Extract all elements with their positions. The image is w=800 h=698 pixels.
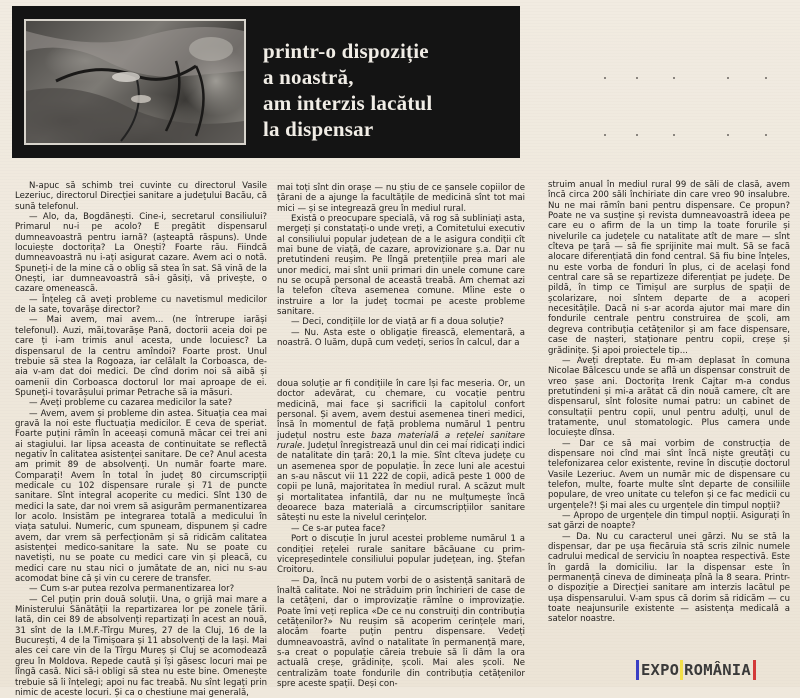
paragraph: — Avem, avem și probleme din astea. Situația cea mai gravă la noi este fluctuația medicilor. E ceva de speriat. Foarte puțini rămîn în aceeași comună măcar cei trei ani ai stagiului. Iar lipsa aceasta de continuitate se reflectă negativ în calitatea asistenței sanitare. De ce? Anul acesta am primit 89 de absolvenți. Un număr foarte mare. Comparați! Avem în total în județ 80 circumscripții medicale cu 102 dispensare rurale și 71 de puncte sanitare. Sînt integral acoperite cu medici. Sînt 130 de medici la sate, dar noi vrem să asigurăm permanentizarea lor acolo. Insistăm pe integrarea totală a medicului în viața satului. Numeric, cum spuneam, dispunem și cadre avem, dar vrem să perfecționăm și să ridicăm calitatea asistenței medico-sanitare la sate. Nu se poate cu navetiști, nu se poate cu medici care vin și pleacă, cu medici care nu stau nici o jumătate de an, nici nu s-au acomodat bine că și vin cu cerere de transfer. (15, 408, 267, 585)
paragraph: — Aveți dreptate. Eu m-am deplasat în comuna Nicolae Bălcescu unde se află un dispensar construit de vreo șase ani. Doctorița Irenk Cajtar m-a condus pretutindeni și mi-a arătat că din nouă camere, cît are dispensarul, sînt folosite numai patru: un cabinet de consultații pentru copii, unul pentru adulți, unul de tratamente, unul stomatologic. Plus camera unde locuiește dînsa. (548, 355, 790, 439)
article-column-2-top (277, 183, 525, 349)
paragraph: — Cel puțin prin două soluții. Una, o grijă mai mare a Ministerului Sănătății la repartizarea lor pe zonele țării. Iată, din cei 89 de absolvenți repartizați în acest an nouă, 31 sînt de la I.M.F.-Tîrgu Mureș, 27 de la Cluj, 16 de la București, 4 de la Timișoara și 11 absolvenți de la Iași. Mai ales cei care vin de la Tîrgu Mureș și Cluj se acomodează greu în Moldova. Repede caută și își găsesc locuri mai pe lîngă casă. Nici să-i obligi să stea nu este bine. Omenește trebuie să îi înțelegi; apoi nu fac treabă. Nu sînt legați prin nimic de aceste locuri. Și ca o chestiune mai generală, (15, 594, 267, 698)
paragraph: — Da. Nu cu caracterul unei gărzi. Nu se stă la dispensar, dar pe ușa fiecăruia stă scris zilnic numele cadrului medical de serviciu în noaptea respectivă. Este în gardă la domiciliu. Iar la dispensar este în permanență cineva de dimineața pînă la 8 seara. Printr-o dispoziție a Direcției sanitare am interzis lacătul pe ușa dispensarului. V-am spus că dorim să ridicăm — cu toate neajunsurile existente — asistența medicală a satelor noastre. (548, 531, 790, 625)
paragraph-text: . Județul înregistrează unul din cei mai ridicați indici de natalitate din țară: 20,1 la mie. Sînt cîteva județe cu un asemenea spor de populație. În zece luni ale acestui an s-au născut vii 11 222 de copii, adică peste 1 000 de copii pe lună, majoritatea în mediul rural. A scăzut mult și mortalitatea infantilă, dar nu ne mulțumește încă deoarece baza materială a circumscripțiilor sanitare sătești nu este la nivelul cerințelor. (277, 441, 525, 524)
fold-mark (727, 77, 729, 79)
fold-mark (765, 134, 767, 136)
paragraph: — Aveți probleme cu cazarea medicilor la sate? (29, 398, 233, 409)
paragraph: struim anual în mediul rural 99 de săli de clasă, avem încă circa 200 săli închiriate din care vreo 90 insalubre. Nu ne mai rămîn bani pentru dispensare. Ce propun? Poate ne va susține și revista dumneavoastră ideea pe care eu o afirm de la un timp la toate forurile și nivelurile ca județele cu natalitate atît de mare — sînt cîteva pe țară — să fie sprijinite mai mult. Să se facă alocare diferențiată din fond central. Să fiu bine înțeles, nu este vorba de fonduri în plus, ci de același fond central care să se repartizeze diferențiat pe județe. De pildă, în timp ce Timișul are surplus de spații de școlarizare, noi sîntem departe de a acoperi necesitățile. Dacă ni s-ar acorda ajutor mai mare din fondurile centrale pentru construirea de școli, am degreva contribuția cetățenilor și am face dispensare, case de nașteri, staționare pentru copii, creșe și grădinițe. Și apoi proiectele tip... (548, 180, 790, 356)
paragraph: — Mai avem, mai avem... (ne întrerupe iarăși telefonul). Auzi, măi,tovarășe Pană, doctorii aceia doi pe care ți i-am trimis anul acesta, unde locuiesc? La dispensarul de la centru amîndoi? Foarte prost. Unul trebuie să stea la Rogoaza, iar celălalt la Corboasca, de-aia v-am dat doi medici. De cînd dorim noi să aibă și oamenii din Corboasca doctorul lor mai aproape de ei. Spuneți-i tovarășului primar Petrache să ia măsuri. (15, 315, 267, 398)
paragraph: — Cum s-ar putea rezolva permanentizarea lor? (29, 584, 235, 595)
logo-text-left: EXPO (641, 661, 680, 679)
fold-mark (765, 77, 767, 79)
paragraph-text: doua soluție ar fi condițiile în care își fac meseria. Or, un doctor adevărat, cu chemare, cu vocație pentru medicină, mai face și sacrificii la capitolul confort personal. Și avem, avem destui asemenea tineri medici, însă în momentul de față problema numărul 1 pentru județul nostru este (277, 379, 525, 441)
fold-mark (636, 134, 638, 136)
article-column-1 (15, 181, 267, 698)
emphasized-text: baza materială a rețelei sanitare rurale (277, 430, 525, 452)
paragraph: — Da, încă nu putem vorbi de o asistență sanitară de înaltă calitate. Noi ne străduim prin închirieri de case de la cetățeni, dar o improvizație rămîne o improvizație. Poate îmi veți replica «De ce nu construiți din contribuția cetățenilor?» Nu reușim să acoperim cerințele mari, alocăm foarte puțin pentru dispensare. Vedeți dumneavoastră, avînd o natalitate în permanență mare, s-a creat o populație căreia trebuie să îi dăm la ora actuală creșe, grădinițe, școli. Mai ales școli. Ne centralizăm toate fondurile din contribuția cetățenilor spre aceste spații. Deși con- (277, 575, 525, 689)
article-column-2-bottom (277, 379, 525, 689)
fold-mark (604, 77, 606, 79)
paragraph: Există o preocupare specială, vă rog să subliniați asta, mergeți și constatați-o unde vreți, a Comitetului executiv al consiliului popular județean de a le asigura condiții cît mai bune de viață, de cazare, aprovizionare ș.a. Dar nu pretutindeni reușim. Pe lîngă pretențiile prea mari ale unor medici, mai sînt unii primari din unele comune care nu se ocupă personal de această treabă. Am chemat azi la telefon cîteva asemenea comune. Mîine este o instruire a lor la județ tocmai pe aceste probleme sanitare. (277, 214, 525, 318)
paragraph: — Dar ce să mai vorbim de construcția de dispensare noi cînd mai sînt încă niște greutăți cu telefonizarea celor existente, revine în discuție doctorul Vasile Lezeriuc. Avem un număr mic de dispensare cu telefon, multe, foarte multe sînt departe de consiliile populare, de vreo unitate cu telefon și ce fac medicii cu urgențele?! Și mai ales cu urgențele din timpul nopții? (548, 438, 790, 511)
paragraph: Port o discuție în jurul acestei probleme numărul 1 a condiției rețelei rurale sanitare băcăuane cu prim-vicepreședintele consiliului popular județean, ing. Ștefan Croitoru. (277, 534, 525, 576)
fold-mark (673, 134, 675, 136)
article-column-3 (548, 180, 790, 625)
expo-romania-logo (636, 660, 756, 680)
flag-bar-blue (636, 660, 639, 680)
headline-line-3: am interzis lacătul (263, 91, 433, 115)
fold-mark (636, 77, 638, 79)
paragraph: — Deci, condițiile lor de viață ar fi a doua soluție? (291, 317, 504, 328)
fold-mark (673, 77, 675, 79)
article-photo (24, 19, 246, 145)
fold-mark (604, 134, 606, 136)
headline-line-4: la dispensar (263, 117, 374, 141)
fold-mark (727, 134, 729, 136)
paragraph: — Ce s-ar putea face? (291, 523, 386, 534)
paragraph: — Apropo de urgențele din timpul nopții. Asigurați în sat gărzi de noapte? (548, 511, 790, 532)
paragraph: — Înțeleg că aveți probleme cu navetismul medicilor de la sate, tovarășe director? (15, 294, 267, 316)
logo-text-right: ROMÂNIA (684, 661, 751, 679)
paragraph: mai toți sînt din orașe — nu știu de ce șansele copiilor de țărani de a ajunge la facultățile de medicină sînt tot mai mici — și se integrează greu în mediul rural. (277, 183, 525, 214)
headline-line-1: printr-o dispoziție (263, 39, 429, 63)
paragraph (277, 379, 525, 524)
stethoscope-hands-image (26, 21, 244, 143)
paragraph: N-apuc să schimb trei cuvinte cu directorul Vasile Lezeriuc, directorul Direcției sanitare a județului Bacău, că sună telefonul. (15, 181, 267, 212)
paragraph: — Alo, da, Bogdănești. Cine-i, secretarul consiliului? Primarul nu-i pe acolo? E pregătit dispensarul dumneavoastră pentru iarnă? (așteaptă răspuns). Unde locuiește doctorița? La Onești? Foarte rău. Fiindcă dumneavoastră nu i-ați asigurat cazare. Avem aci o notă. Spuneți-i de la mine că o oblig să stea în sat. Să vină de la Onești, iar dumneavoastră să-i găsiți, vă privește, o cazare omenească. (15, 212, 267, 295)
flag-bar-yellow (680, 660, 683, 680)
paragraph: — Nu. Asta este o obligație firească, elementară, a noastră. O luăm, după cum vedeți, serios în calcul, dar a (277, 327, 525, 349)
flag-bar-red (753, 660, 756, 680)
headline-line-2: a noastră, (263, 65, 354, 89)
article-headline (263, 38, 513, 142)
